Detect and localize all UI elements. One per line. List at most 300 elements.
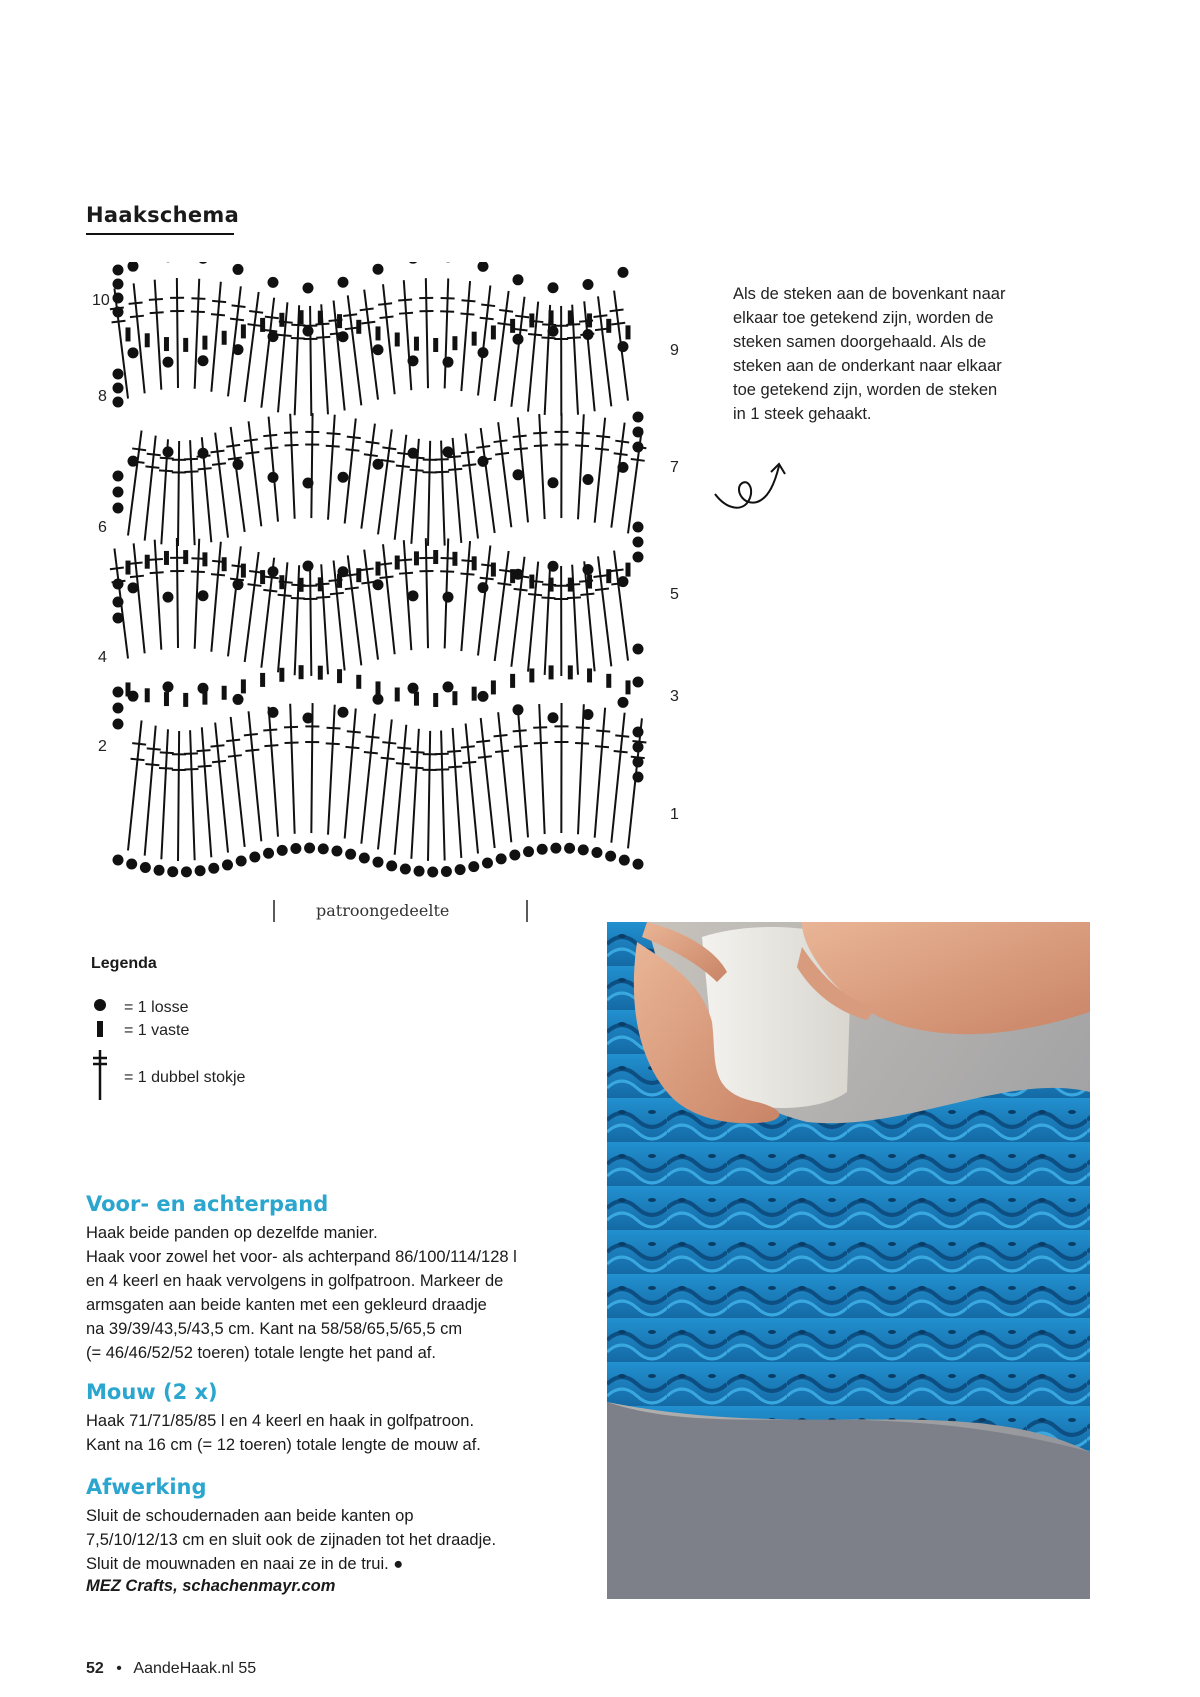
double-treble: [378, 429, 392, 534]
note-line: toe getekend zijn, worden de steken: [733, 381, 998, 399]
double-treble-bar: [160, 458, 174, 459]
garment-photo: [607, 922, 1090, 1599]
single-crochet: [606, 569, 611, 583]
single-crochet: [472, 332, 477, 346]
double-treble-bar: [130, 576, 144, 577]
double-treble-bar: [480, 318, 494, 320]
chain-stitch: [548, 282, 559, 293]
double-treble-bar: [248, 584, 262, 586]
double-treble: [114, 289, 128, 399]
single-crochet: [164, 337, 169, 351]
double-treble-bar: [366, 736, 380, 737]
double-treble-bar: [131, 759, 145, 760]
double-treble: [328, 705, 335, 835]
double-treble-bar: [184, 459, 198, 460]
section-body-voor-achterpand: [86, 1221, 576, 1365]
double-treble: [628, 718, 642, 848]
double-treble: [215, 723, 228, 853]
chain-stitch: [633, 552, 644, 563]
double-treble-bar: [278, 335, 292, 336]
double-treble-bar: [610, 570, 624, 572]
double-treble-bar: [596, 731, 610, 732]
double-treble-bar: [575, 743, 589, 744]
chain-stitch: [591, 847, 602, 858]
single-crochet: [299, 310, 304, 324]
double-treble: [211, 282, 221, 392]
row-number-10: 10: [92, 292, 110, 309]
single-crochet: [433, 550, 438, 564]
double-treble-bar: [593, 315, 607, 317]
double-treble-bar: [575, 445, 589, 446]
chain-stitch: [268, 707, 279, 718]
double-treble-bar: [533, 433, 547, 434]
chain-stitch: [113, 503, 124, 514]
double-treble-bar: [514, 329, 528, 331]
double-treble-bar: [396, 763, 410, 764]
double-treble-bar: [567, 337, 581, 338]
double-treble-bar: [567, 597, 581, 598]
chain-stitch: [303, 282, 314, 293]
single-crochet: [472, 687, 477, 701]
double-treble-bar: [110, 568, 124, 570]
double-treble-bar: [494, 440, 508, 442]
double-treble-bar: [343, 314, 357, 316]
double-treble-bar: [263, 330, 277, 332]
double-treble-bar: [513, 730, 527, 731]
double-treble-bar: [460, 313, 474, 314]
section-heading-afwerking: Afwerking: [86, 1475, 207, 1499]
chain-stitch: [373, 264, 384, 275]
chain-stitch: [513, 469, 524, 480]
double-treble-bar: [499, 310, 513, 312]
legend-symbols: [88, 995, 118, 1105]
double-treble-bar: [514, 589, 528, 591]
double-treble: [249, 421, 262, 526]
single-crochet: [126, 561, 131, 575]
double-treble-bar: [211, 745, 225, 746]
double-treble-bar: [150, 572, 164, 573]
chain-stitch: [619, 855, 630, 866]
chain-stitch-icon: [94, 999, 106, 1011]
double-treble-bar: [533, 727, 547, 728]
chain-stitch: [249, 851, 260, 862]
designer-credit: MEZ Crafts, schachenmayr.com: [86, 1577, 336, 1595]
single-crochet: [549, 578, 554, 592]
double-treble-bar: [576, 433, 590, 434]
chain-stitch: [236, 855, 247, 866]
section-body-afwerking: [86, 1504, 576, 1576]
double-treble: [428, 731, 430, 861]
double-treble: [466, 434, 478, 539]
double-treble: [498, 712, 511, 842]
chain-stitch: [427, 866, 438, 877]
double-treble: [290, 414, 294, 519]
double-treble: [190, 730, 195, 860]
chain-stitch: [478, 691, 489, 702]
single-crochet: [529, 575, 534, 589]
chain-stitch: [633, 772, 644, 783]
chain-stitch: [268, 331, 279, 342]
chain-stitch: [233, 459, 244, 470]
single-crochet: [318, 666, 323, 680]
double-treble: [481, 428, 495, 533]
chain-stitch: [198, 590, 209, 601]
chain-stitch: [583, 474, 594, 485]
chain-stitch: [331, 846, 342, 857]
double-treble-bar: [476, 446, 490, 448]
chain-stitch: [548, 712, 559, 723]
double-treble-bar: [212, 761, 226, 762]
chain-stitch: [513, 334, 524, 345]
chain-stitch: [468, 861, 479, 872]
double-treble-bar: [191, 571, 205, 572]
double-treble-bar: [399, 313, 413, 314]
double-treble: [311, 703, 312, 833]
crochet-chart: [78, 262, 688, 922]
double-treble-bar: [160, 752, 174, 753]
chain-stitch: [443, 446, 454, 457]
swirl-arrow-icon: [713, 452, 793, 522]
double-treble: [178, 441, 179, 546]
double-treble: [495, 291, 509, 401]
double-treble-bar: [197, 750, 211, 751]
double-treble-bar: [112, 321, 126, 323]
chain-stitch: [618, 576, 629, 587]
chain-stitch: [154, 865, 165, 876]
single-crochet: [376, 326, 381, 340]
double-treble-bar: [345, 747, 359, 748]
body-line: 7,5/10/12/13 cm en sluit ook de zijnaden tot het draadje.: [86, 1531, 497, 1549]
chain-stitch: [198, 448, 209, 459]
chain-stitch: [163, 357, 174, 368]
chain-stitch: [113, 265, 124, 276]
single-crochet: [491, 680, 496, 694]
chain-stitch: [583, 564, 594, 575]
double-treble-bar: [230, 319, 244, 321]
double-treble: [361, 714, 375, 844]
chain-stitch: [633, 442, 644, 453]
double-treble-bar: [593, 575, 607, 577]
double-treble-bar: [228, 458, 242, 460]
double-treble: [290, 704, 294, 834]
double-treble-icon: [93, 1050, 107, 1100]
row-number-2: 2: [98, 738, 107, 755]
double-treble: [215, 433, 228, 538]
double-treble-bar: [514, 746, 528, 747]
single-crochet: [433, 693, 438, 707]
single-crochet: [433, 338, 438, 352]
chain-stitch: [163, 681, 174, 692]
single-crochet: [222, 686, 227, 700]
chain-stitch: [128, 262, 139, 272]
double-treble-bar: [576, 727, 590, 728]
chain-stitch: [633, 644, 644, 655]
chain-stitch: [548, 326, 559, 337]
double-treble-bar: [347, 437, 361, 438]
double-treble: [202, 727, 212, 857]
double-treble-bar: [285, 445, 299, 446]
single-crochet: [606, 674, 611, 688]
double-treble-bar: [145, 466, 159, 467]
double-treble: [134, 543, 145, 653]
double-treble: [466, 724, 478, 854]
chain-stitch: [408, 448, 419, 459]
double-treble-bar: [244, 439, 258, 441]
chain-stitch: [128, 456, 139, 467]
double-treble-bar: [265, 317, 279, 319]
chain-stitch: [523, 846, 534, 857]
double-treble-bar: [316, 597, 330, 598]
chain-stitch: [338, 277, 349, 288]
chain-stitch: [633, 859, 644, 870]
double-treble-bar: [284, 432, 298, 433]
body-line: armsgaten aan beide kanten met een gekleurd draadje: [86, 1296, 487, 1314]
chain-stitch: [583, 329, 594, 340]
chain-stitch: [618, 341, 629, 352]
double-treble-bar: [159, 470, 173, 471]
single-crochet: [202, 336, 207, 350]
double-treble-bar: [129, 562, 143, 563]
double-treble: [611, 713, 624, 843]
chain-stitch: [359, 853, 370, 864]
chain-stitch: [386, 860, 397, 871]
chain-stitch: [208, 863, 219, 874]
double-treble-bar: [147, 454, 161, 455]
double-treble-bar: [513, 436, 527, 437]
body-line: (= 46/46/52/52 toeren) totale lengte het pand af.: [86, 1344, 436, 1362]
section-heading-mouw: Mouw (2 x): [86, 1380, 218, 1404]
row-number-7: 7: [670, 459, 679, 476]
double-treble: [145, 436, 156, 541]
double-treble: [328, 415, 335, 520]
double-treble: [361, 424, 375, 529]
chain-stitch: [400, 864, 411, 875]
double-treble-bar: [232, 305, 246, 307]
note-line: steken aan de onderkant naar elkaar: [733, 357, 1002, 375]
double-treble: [453, 438, 462, 543]
chain-stitch: [548, 477, 559, 488]
body-line: Sluit de mouwnaden en naai ze in de trui. ●: [86, 1555, 404, 1573]
double-treble-bar: [263, 590, 277, 592]
chain-stitch: [345, 849, 356, 860]
chain-stitch: [290, 843, 301, 854]
double-treble-bar: [291, 338, 305, 339]
chain-stitch: [373, 344, 384, 355]
single-crochet: [414, 692, 419, 706]
double-treble-bar: [397, 748, 411, 749]
chain-stitch: [163, 592, 174, 603]
double-treble-bar: [497, 583, 511, 585]
chain-stitch: [195, 865, 206, 876]
double-treble-bar: [211, 451, 225, 453]
chain-stitch: [113, 719, 124, 730]
double-treble-bar: [184, 471, 198, 472]
single-crochet: [549, 665, 554, 679]
chain-stitch: [408, 590, 419, 601]
chain-stitch: [633, 427, 644, 438]
single-crochet: [491, 325, 496, 339]
chain-stitch: [233, 344, 244, 355]
double-treble-bar: [495, 453, 509, 455]
double-treble: [134, 283, 145, 393]
single-crochet: [279, 668, 284, 682]
double-treble: [177, 538, 178, 648]
double-treble: [539, 704, 544, 834]
double-treble-bar: [462, 464, 476, 466]
double-treble: [345, 708, 356, 838]
double-treble-bar: [447, 751, 461, 752]
double-treble-bar: [476, 741, 490, 742]
double-treble-bar: [461, 746, 475, 747]
publication-name: AandeHaak.nl 55: [133, 1660, 257, 1677]
single-crochet: [145, 555, 150, 569]
double-treble-bar: [191, 298, 205, 299]
chain-stitch: [113, 383, 124, 394]
body-line: Kant na 16 cm (= 12 toeren) totale lengte de mouw af.: [86, 1436, 481, 1454]
double-treble: [578, 414, 584, 519]
double-treble: [539, 414, 544, 519]
chain-stitch: [233, 694, 244, 705]
single-crochet: [241, 564, 246, 578]
double-treble: [311, 413, 312, 518]
double-treble-bar: [615, 441, 629, 443]
single-crochet: [279, 313, 284, 327]
double-treble: [364, 290, 378, 400]
chain-stitch: [233, 579, 244, 590]
double-treble-bar: [211, 314, 225, 315]
chain-stitch: [618, 462, 629, 473]
double-treble: [211, 542, 221, 652]
double-treble: [310, 566, 311, 676]
legend-item-losse: = 1 losse: [124, 999, 189, 1016]
double-treble: [195, 279, 200, 389]
chain-stitch: [113, 597, 124, 608]
double-treble: [404, 280, 412, 390]
double-treble: [511, 297, 524, 407]
double-treble: [378, 719, 392, 849]
double-treble-bar: [411, 752, 425, 753]
note-line: in 1 steek gehaakt.: [733, 405, 872, 423]
chain-stitch: [633, 412, 644, 423]
double-treble-bar: [360, 309, 374, 311]
double-treble-bar: [226, 740, 240, 741]
chain-stitch: [605, 851, 616, 862]
chain-stitch: [277, 845, 288, 856]
chain-stitch: [113, 279, 124, 290]
double-treble: [231, 717, 245, 847]
double-treble-bar: [534, 743, 548, 744]
chain-stitch: [443, 592, 454, 603]
chain-stitch: [303, 477, 314, 488]
chain-stitch: [583, 279, 594, 290]
double-treble: [249, 711, 262, 841]
double-treble-bar: [610, 310, 624, 312]
double-treble-bar: [480, 578, 494, 580]
chain-stitch: [233, 264, 244, 275]
row-number-3: 3: [670, 688, 679, 705]
chain-stitch: [509, 849, 520, 860]
double-treble-bar: [212, 463, 226, 465]
chain-stitch: [373, 857, 384, 868]
chain-stitch: [578, 844, 589, 855]
double-treble-bar: [149, 559, 163, 560]
single-crochet: [145, 688, 150, 702]
body-line: Haak 71/71/85/85 l en 4 keerl en haak in golfpatroon.: [86, 1412, 475, 1430]
chain-stitch: [513, 704, 524, 715]
single-crochet: [626, 680, 631, 694]
double-treble: [478, 545, 490, 655]
single-crochet: [568, 578, 573, 592]
double-treble-bar: [347, 731, 361, 732]
double-treble: [128, 430, 142, 535]
double-treble-bar: [264, 745, 278, 746]
double-treble-bar: [541, 338, 555, 339]
note-line: steken samen doorgehaald. Als de: [733, 333, 987, 351]
double-treble: [345, 418, 356, 523]
double-treble: [395, 725, 407, 855]
double-treble-bar: [399, 573, 413, 574]
double-treble-bar: [226, 445, 240, 447]
double-treble-bar: [382, 742, 396, 743]
single-crochet: [452, 336, 457, 350]
double-treble-bar: [614, 751, 628, 752]
single-crochet: [222, 557, 227, 571]
double-treble-bar: [263, 730, 277, 731]
chain-stitch: [113, 579, 124, 590]
single-crochet: [260, 673, 265, 687]
double-treble-bar: [380, 316, 394, 317]
single-crochet: [183, 338, 188, 352]
single-crochet: [164, 692, 169, 706]
single-crochet: [395, 332, 400, 346]
double-treble-bar: [212, 301, 226, 302]
double-treble-bar: [410, 470, 424, 471]
chain-stitch: [564, 843, 575, 854]
double-treble-bar: [382, 447, 396, 449]
chain-stitch: [113, 613, 124, 624]
double-treble-bar: [494, 735, 508, 736]
single-crochet: [241, 679, 246, 693]
double-treble: [461, 541, 470, 651]
row-number-4: 4: [98, 649, 107, 666]
single-crochet: [529, 668, 534, 682]
single-crochet: [279, 575, 284, 589]
double-treble: [518, 707, 528, 837]
body-line: na 39/39/43,5/43,5 cm. Kant na 58/58/65,5/65,5 cm: [86, 1320, 463, 1338]
double-treble: [453, 728, 462, 858]
single-crochet: [491, 563, 496, 577]
single-crochet: [626, 563, 631, 577]
double-treble: [383, 544, 395, 654]
double-treble: [426, 278, 428, 388]
single-crochet: [202, 552, 207, 566]
double-treble-bar: [542, 324, 556, 325]
double-treble: [428, 441, 430, 546]
double-treble: [481, 718, 495, 848]
chain-stitch: [550, 843, 561, 854]
chain-stitch: [128, 582, 139, 593]
double-treble-bar: [198, 766, 212, 767]
chain-stitch: [373, 459, 384, 470]
single-crochet: [568, 310, 573, 324]
double-treble: [461, 281, 470, 391]
repeat-label: patroongedeelte: [316, 901, 450, 920]
chain-stitch: [263, 848, 274, 859]
double-treble: [595, 708, 605, 838]
legend-item-vaste: = 1 vaste: [124, 1022, 190, 1039]
single-crochet: [183, 550, 188, 564]
double-treble-bar: [248, 324, 262, 326]
